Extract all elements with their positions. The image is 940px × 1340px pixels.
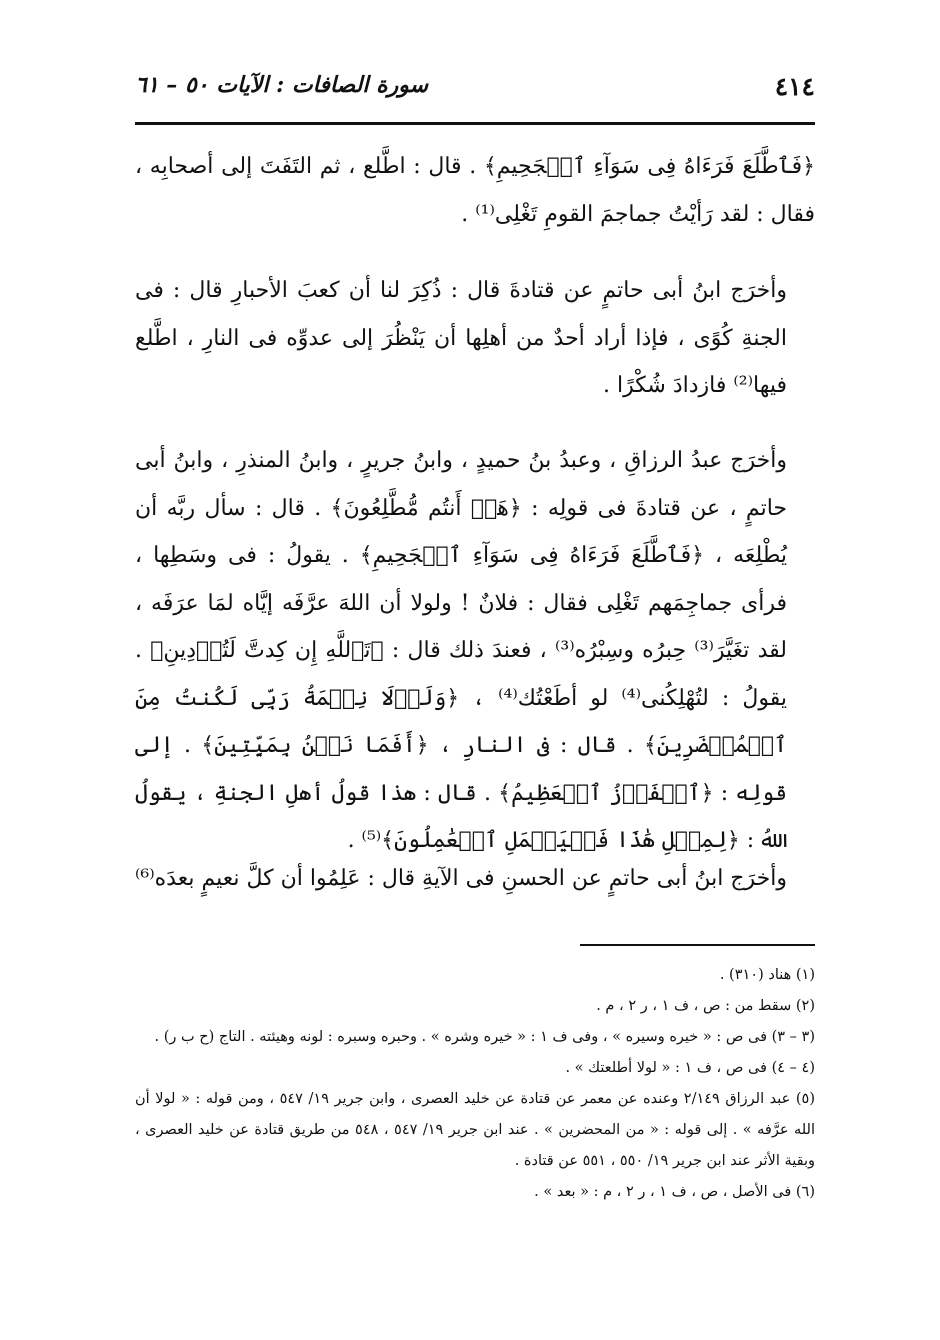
footnote-rule [580, 944, 815, 946]
paragraph-3: وأخرَج عبدُ الرزاقِ ، وعبدُ بنُ حميدٍ ، وابنُ جريرٍ ، وابنُ المنذرِ ، وابنُ أبى حاتمٍ ، عن قتادةَ فى قولِه : ﴿هَلۡ أَنتُم مُّطَّلِعُونَ﴾ . قال : سأل ربَّه أن يُطْلِعَه ، ﴿فَٱطَّلَعَ فَرَءَاهُ فِى سَوَآءِ ٱلۡجَحِيمِ﴾ . يقولُ : فى وسَطِها ، فرأى جماجِمَهم تَغْلِى فقال : فلانٌ ! ولولا أن اللهَ عرَّفَه إيَّاه لمَا عرَفَه ، لقد تغَيَّرَ⁽³⁾ حِبرُه وسِبْرُه⁽³⁾ ، فعندَ ذلك قال : ﴿تَٱللَّهِ إِن كِدتَّ لَتُرۡدِينِ﴾ . يقولُ : لتُهْلِكُنى⁽⁴⁾ لو أطَعْتُك⁽⁴⁾ ، ﴿وَلَوۡلَا نِعۡمَةُ رَبِّى لَكُنتُ مِنَ ٱلۡمُحۡضَرِينَ﴾ . قال : فى النارِ ، ﴿أَفَمَا نَحۡنُ بِمَيِّتِينَ﴾ . إلى قولِه : ﴿ٱلۡفَوۡزُ ٱلۡعَظِيمُ﴾ . قال : هذا قولُ أهلِ الجنةِ ، يقولُ اللهُ : ﴿لِمِثۡلِ هَٰذَا فَلۡيَعۡمَلِ ٱلۡعَٰمِلُونَ﴾⁽⁵⁾ . [135, 448, 788, 853]
paragraph-1: ﴿فَٱطَّلَعَ فَرَءَاهُ فِى سَوَآءِ ٱلۡجَحِيمِ﴾ . قال : اطَّلع ، ثم التَفَتَ إلى أصحابِه ، فقال : لقد رَأيْتُ جماجمَ القومِ تَغْلِى⁽¹⁾ . [135, 154, 815, 227]
footnote-5: (٥) عبد الرزاق ٢/١٤٩ وعنده عن معمر عن قتادة عن خليد العصرى ، وابن جرير ١٩/ ٥٤٧ ، ومن قوله : « لولا أن الله عرَّفه » . إلى قوله : « من المحضرين » . عند ابن جرير ١٩/ ٥٤٧ ، ٥٤٨ من طريق قتادة عن خليد العصرى ، وبقية الأثر عند ابن جرير ١٩/ ٥٥٠ ، ٥٥١ عن قتادة . [135, 1091, 815, 1169]
paragraph-4: وأخرَج ابنُ أبى حاتمٍ عن الحسنِ فى الآيةِ قال : عَلِمُوا أن كلَّ نعيمٍ بعدَه⁽⁶⁾ [135, 866, 787, 891]
paragraph-2: وأخرَج ابنُ أبى حاتمٍ عن قتادةَ قال : ذُكِرَ لنا أن كعبَ الأحبارِ قال : فى الجنةِ كُوًى ، فإذا أراد أحدٌ من أهلِها أن يَنْظُرَ إلى عدوِّه فى النارِ ، اطَّلع فيها⁽²⁾ فازدادَ شُكْرًا . [135, 278, 787, 398]
main-text [135, 143, 815, 915]
running-title: سورة الصافات : الآيات ٥٠ – ٦١ [135, 72, 429, 98]
footnotes [135, 960, 815, 1208]
footnote-2: (٢) سقط من : ص ، ف ١ ، ر ٢ ، م . [596, 998, 815, 1014]
header-rule [135, 122, 815, 125]
footnote-3: (٣ – ٣) فى ص : « خيره وسيره » ، وفى ف ١ : « خيره وشره » . وحبره وسبره : لونه وهيئته . التاج (ح ب ر) . [154, 1029, 815, 1045]
footnote-1: (١) هناد (٣١٠) . [719, 967, 815, 983]
page-number: ٤١٤ [774, 72, 815, 101]
page-header [135, 68, 815, 108]
footnote-6: (٦) فى الأصل ، ص ، ف ١ ، ر ٢ ، م : « بعد » . [534, 1184, 815, 1200]
footnote-4: (٤ – ٤) فى ص ، ف ١ : « لولا أطلعتك » . [565, 1060, 815, 1076]
